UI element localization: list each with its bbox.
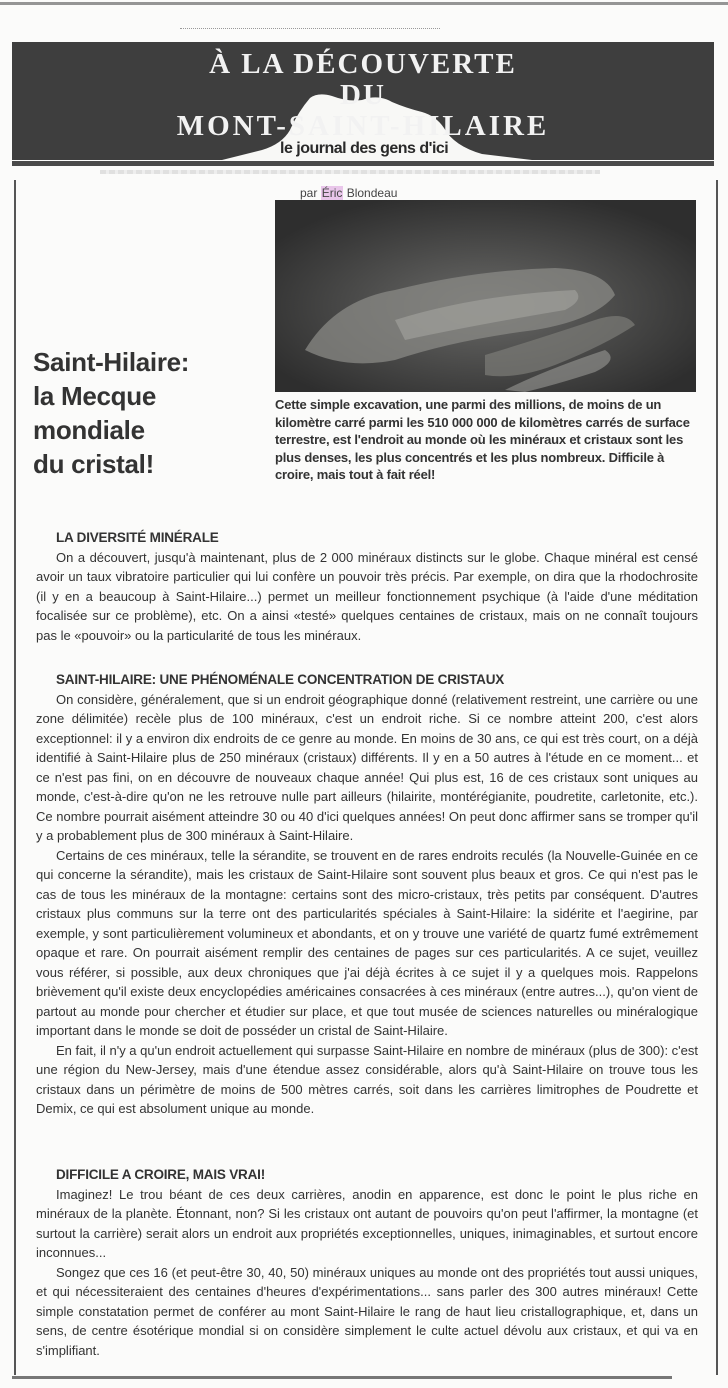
paragraph: On a découvert, jusqu'à maintenant, plus de 2 000 minéraux distincts sur le globe. Chaque minéral est censé avoir un taux vibratoire particulier qui lui confère un pouvoir très précis. Par exemple, on dira que la rhodochrosite (il y en a beaucoup à Saint-Hilaire...) permet un meilleur fonctionnement psychique (à l'aide d'une méditation focalisée sur ce problème), etc. On a ainsi «testé» quelques centaines de cristaux, mais on ne connaît toujours pas le «pouvoir» ou la particularité de tous les minéraux. bbox=[36, 549, 698, 643]
masthead-line-3: MONT-SAINT-HILAIRE bbox=[176, 110, 550, 142]
headline-line: Saint-Hilaire: bbox=[33, 347, 190, 377]
headline-line: du cristal! bbox=[33, 449, 154, 479]
masthead-line-2: DU bbox=[340, 79, 386, 111]
section-difficile bbox=[36, 1165, 698, 1360]
quarry-image bbox=[275, 200, 696, 392]
headline-line: mondiale bbox=[33, 415, 145, 445]
paragraph: On considère, généralement, que si un endroit géographique donné (relativement restreint, une carrière ou une zone délimitée) recèle plus de 100 minéraux, c'est un endroit riche. Si ce nombre atteint 200, c'est alors exceptionnel: il y a environ dix endroits de ce genre au monde. En moins de 30 ans, ce qui est très court, on a déjà identifié à Saint-Hilaire plus de 250 minéraux (cristaux) différents. Il y en a 50 autres à l'étude en ce moment... et ce n'est pas fini, on en découvre de nouveaux chaque année! Qui plus est, 16 de ces cristaux sont uniques au monde, c'est-à-dire qu'on ne les retrouve nulle part ailleurs (hilairite, montérégianite, poudretite, carletonite, etc.). Ce nombre pourrait aisément atteindre 30 ou 40 d'ici quelques années! On peut donc affirmer sans se tromper qu'il y a probablement plus de 300 minéraux à Saint-Hilaire. bbox=[36, 691, 698, 843]
paragraph: Songez que ces 16 (et peut-être 30, 40, 50) minéraux uniques au monde ont des propriétés tout aussi uniques, et qui nécessiteraient des centaines d'heures d'expérimentations... sans parler des 300 autres minéraux! Cette simple constatation permet de conférer au mont Saint-Hilaire le rang de haut lieu cristallographique, et, dans un sens, de centre ésotérique mondial si on considère simplement le culte actuel dévolu aux cristaux, et qui va en s'implifiant. bbox=[36, 1264, 698, 1358]
bleed-through-text bbox=[100, 170, 600, 174]
section-title: LA DIVERSITÉ MINÉRALE bbox=[56, 530, 219, 545]
section-title: DIFFICILE A CROIRE, MAIS VRAI! bbox=[56, 1167, 265, 1182]
quarry-photo bbox=[275, 200, 696, 392]
masthead-underline bbox=[12, 161, 714, 166]
paragraph: Imaginez! Le trou béant de ces deux carrières, anodin en apparence, est donc le point le plus riche en minéraux de la planète. Étonnant, non? Si les cristaux ont autant de pouvoirs qu'on peut l'affirmer, la montagne (et surtout la carrière) serait alors un endroit aux propriétés exceptionnelles, uniques, inimaginables, et surtout encore inconnues... bbox=[36, 1186, 698, 1260]
article-frame-bottom bbox=[12, 1376, 672, 1379]
photo-caption: Cette simple excavation, une parmi des millions, de moins de un kilomètre carré parmi les 510 000 000 de kilomètres carrés de surface terrestre, est l'endroit au monde où les minéraux et cristaux sont les plus denses, les plus concentrés et les plus nombreux. Difficile à croire, mais tout à fait réel! bbox=[275, 397, 690, 482]
masthead-tagline: le journal des gens d'ici bbox=[280, 140, 449, 157]
article-headline bbox=[33, 345, 189, 481]
paragraph: Certains de ces minéraux, telle la sérandite, se trouvent en de rares endroits reculés (la Nouvelle-Guinée en ce qui concerne la sérandite), mais les cristaux de Saint-Hilaire sont souvent plus beaux et gros. Ce qui n'est pas le cas de tous les minéraux de la montagne: certains sont des micro-cristaux, très petits par conséquent. D'autres cristaux plus communs sur la terre ont des particularités spéciales à Saint-Hilaire: la sidérite et l'aegirine, par exemple, y sont particulièrement volumineux et abondants, et on y trouve une variété de quartz fumé extrêmement opaque et rare. On pourrait aisément remplir des centaines de pages sur ces particularités. A ce sujet, veuillez vous référer, si possible, aux deux chroniques que j'ai déjà écrites à ce sujet il y a quelques mois. Rappelons brièvement qu'il existe deux encyclopédies américaines consacrées à ces minéraux (entre autres...), qu'on vient de partout au monde pour chercher et étudier sur place, et que tout musée de sciences naturelles ou minéralogique important dans le monde se doit de posséder un cristal de Saint-Hilaire. bbox=[36, 847, 698, 1038]
section-concentration bbox=[36, 670, 698, 1119]
masthead-line-1: À LA DÉCOUVERTE bbox=[209, 48, 517, 80]
section-title: SAINT-HILAIRE: UNE PHÉNOMÉNALE CONCENTRATION DE CRISTAUX bbox=[56, 672, 505, 687]
byline bbox=[300, 186, 397, 200]
dotted-rule bbox=[180, 28, 440, 30]
byline-last-name: Blondeau bbox=[346, 186, 398, 200]
section-diversite bbox=[36, 528, 698, 645]
byline-first-name: Éric bbox=[321, 186, 343, 200]
headline-line: la Mecque bbox=[33, 381, 157, 411]
byline-prefix: par bbox=[300, 186, 318, 200]
top-rule bbox=[0, 2, 728, 5]
paragraph: En fait, il n'y a qu'un endroit actuellement qui surpasse Saint-Hilaire en nombre de minéraux (plus de 300): c'est une région du New-Jersey, mais d'une étendue assez considérable, alors qu'à Saint-Hilaire on trouve tous les cristaux dans un périmètre de moins de 500 mètres carrés, soit dans les carrières limitrophes de Poudrette et Demix, ce qui est absolument unique au monde. bbox=[36, 1042, 698, 1116]
